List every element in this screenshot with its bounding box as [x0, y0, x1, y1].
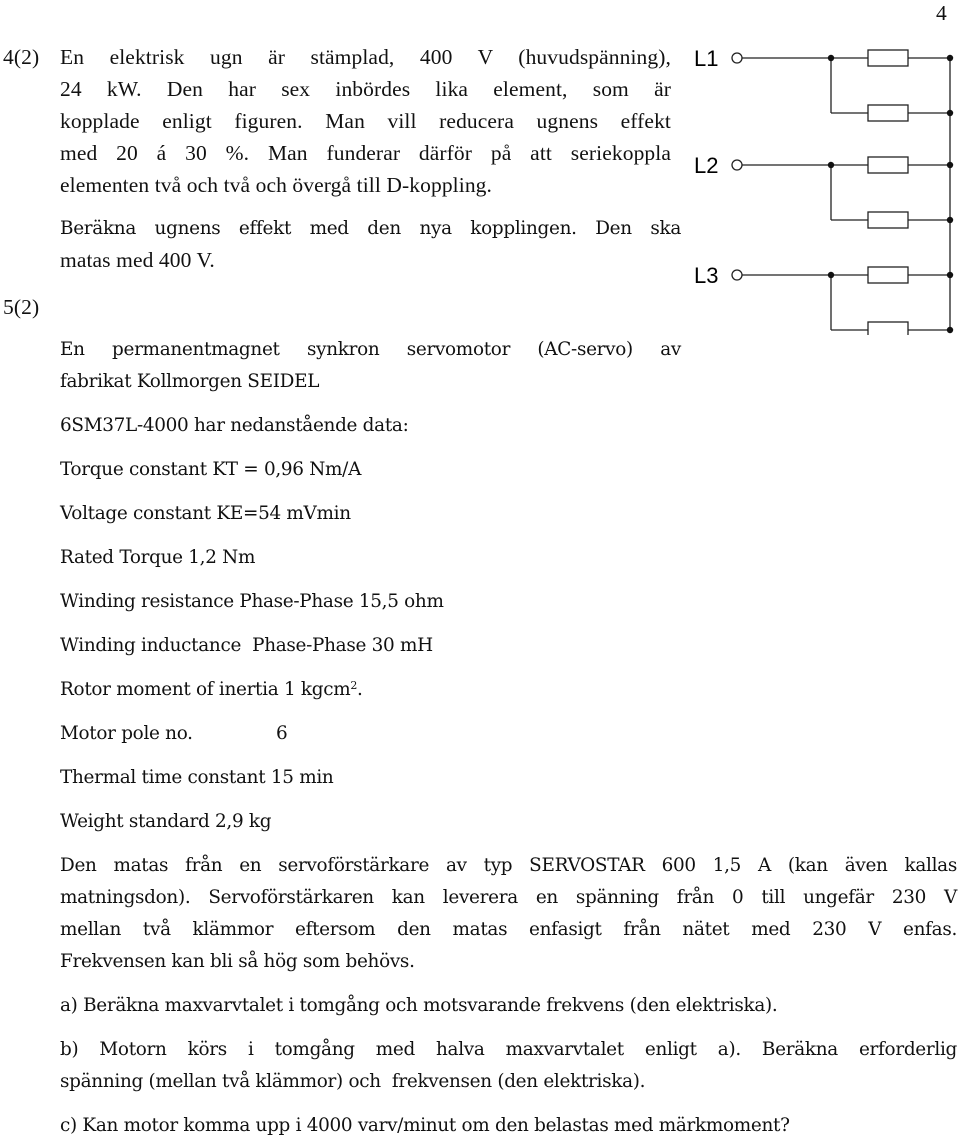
inertia-text: Rotor moment of inertia 1 kgcm: [60, 679, 351, 700]
heating-element: [868, 322, 908, 335]
question-b: spänning (mellan två klämmor) och frekvensen (den elektriska).: [60, 1071, 646, 1092]
motor-model-line: 6SM37L-4000 har nedanstående data:: [60, 415, 409, 436]
problem-4-question: matas med 400 V.: [60, 248, 215, 272]
question-a: a) Beräkna maxvarvtalet i tomgång och motsvarande frekvens (den elektriska).: [60, 995, 778, 1016]
junction-dot: [828, 162, 834, 168]
amplifier-paragraph-line: Den matas från en servoförstärkare av typ SERVOSTAR 600 1,5 A (kan även kallas: [60, 855, 957, 876]
junction-dot: [947, 110, 953, 116]
problem-4-line: med 20 á 30 %. Man funderar därför på att seriekoppla: [60, 141, 671, 165]
amplifier-paragraph-line: mellan två klämmor eftersom den matas enfasigt från nätet med 230 V enfas.: [60, 919, 957, 940]
motor-pole-label: Motor pole no.: [60, 723, 193, 744]
problem-4-line: 24 kW. Den har sex inbördes lika element, som är: [60, 77, 671, 101]
inertia-superscript: 2: [350, 679, 358, 692]
label-l3: L3: [694, 263, 719, 288]
problem-5-number: 5(2): [3, 295, 40, 319]
terminal-l2: [732, 160, 742, 170]
page-number: 4: [936, 1, 947, 25]
motor-inertia-line: [60, 679, 363, 700]
problem-4-number: 4(2): [3, 45, 40, 69]
question-b: b) Motorn körs i tomgång med halva maxvarvtalet enligt a). Beräkna erforderlig: [60, 1039, 957, 1060]
junction-dot: [828, 272, 834, 278]
problem-4-question: Beräkna ugnens effekt med den nya kopplingen. Den ska: [60, 218, 681, 239]
junction-dot: [947, 55, 953, 61]
amplifier-paragraph-line: Frekvensen kan bli så hög som behövs.: [60, 951, 415, 972]
motor-data-line: Winding inductance Phase-Phase 30 mH: [60, 635, 433, 656]
junction-dot: [947, 162, 953, 168]
problem-4-line: elementen två och två och övergå till D-koppling.: [60, 173, 492, 197]
heating-element: [868, 212, 908, 228]
motor-pole-value: 6: [276, 723, 288, 744]
problem-4-line: En elektrisk ugn är stämplad, 400 V (huvudspänning),: [60, 45, 671, 69]
problem-5-intro: fabrikat Kollmorgen SEIDEL: [60, 371, 320, 392]
heating-element: [868, 267, 908, 283]
motor-data-line: Rated Torque 1,2 Nm: [60, 547, 256, 568]
label-l2: L2: [694, 153, 719, 178]
label-l1: L1: [694, 46, 719, 71]
heating-element: [868, 157, 908, 173]
heating-element: [868, 50, 908, 66]
inertia-end: .: [357, 679, 363, 700]
problem-5-intro: En permanentmagnet synkron servomotor (AC-servo) av: [60, 339, 681, 360]
motor-data-line: Voltage constant KE=54 mVmin: [60, 503, 351, 524]
problem-4-line: kopplade enligt figuren. Man vill reducera ugnens effekt: [60, 109, 671, 133]
terminal-l1: [732, 53, 742, 63]
terminal-l3: [732, 270, 742, 280]
junction-dot: [947, 327, 953, 333]
heating-element-circuit-diagram: [690, 35, 958, 335]
motor-data-line: Winding resistance Phase-Phase 15,5 ohm: [60, 591, 444, 612]
junction-dot: [947, 217, 953, 223]
junction-dot: [947, 272, 953, 278]
motor-data-line: Torque constant KT = 0,96 Nm/A: [60, 459, 362, 480]
junction-dot: [828, 55, 834, 61]
motor-thermal-line: Thermal time constant 15 min: [60, 767, 334, 788]
amplifier-paragraph-line: matningsdon). Servoförstärkaren kan leverera en spänning från 0 till ungefär 230 V: [60, 887, 957, 908]
motor-weight-line: Weight standard 2,9 kg: [60, 811, 272, 832]
heating-element: [868, 105, 908, 121]
question-c: c) Kan motor komma upp i 4000 varv/minut om den belastas med märkmoment?: [60, 1115, 790, 1136]
